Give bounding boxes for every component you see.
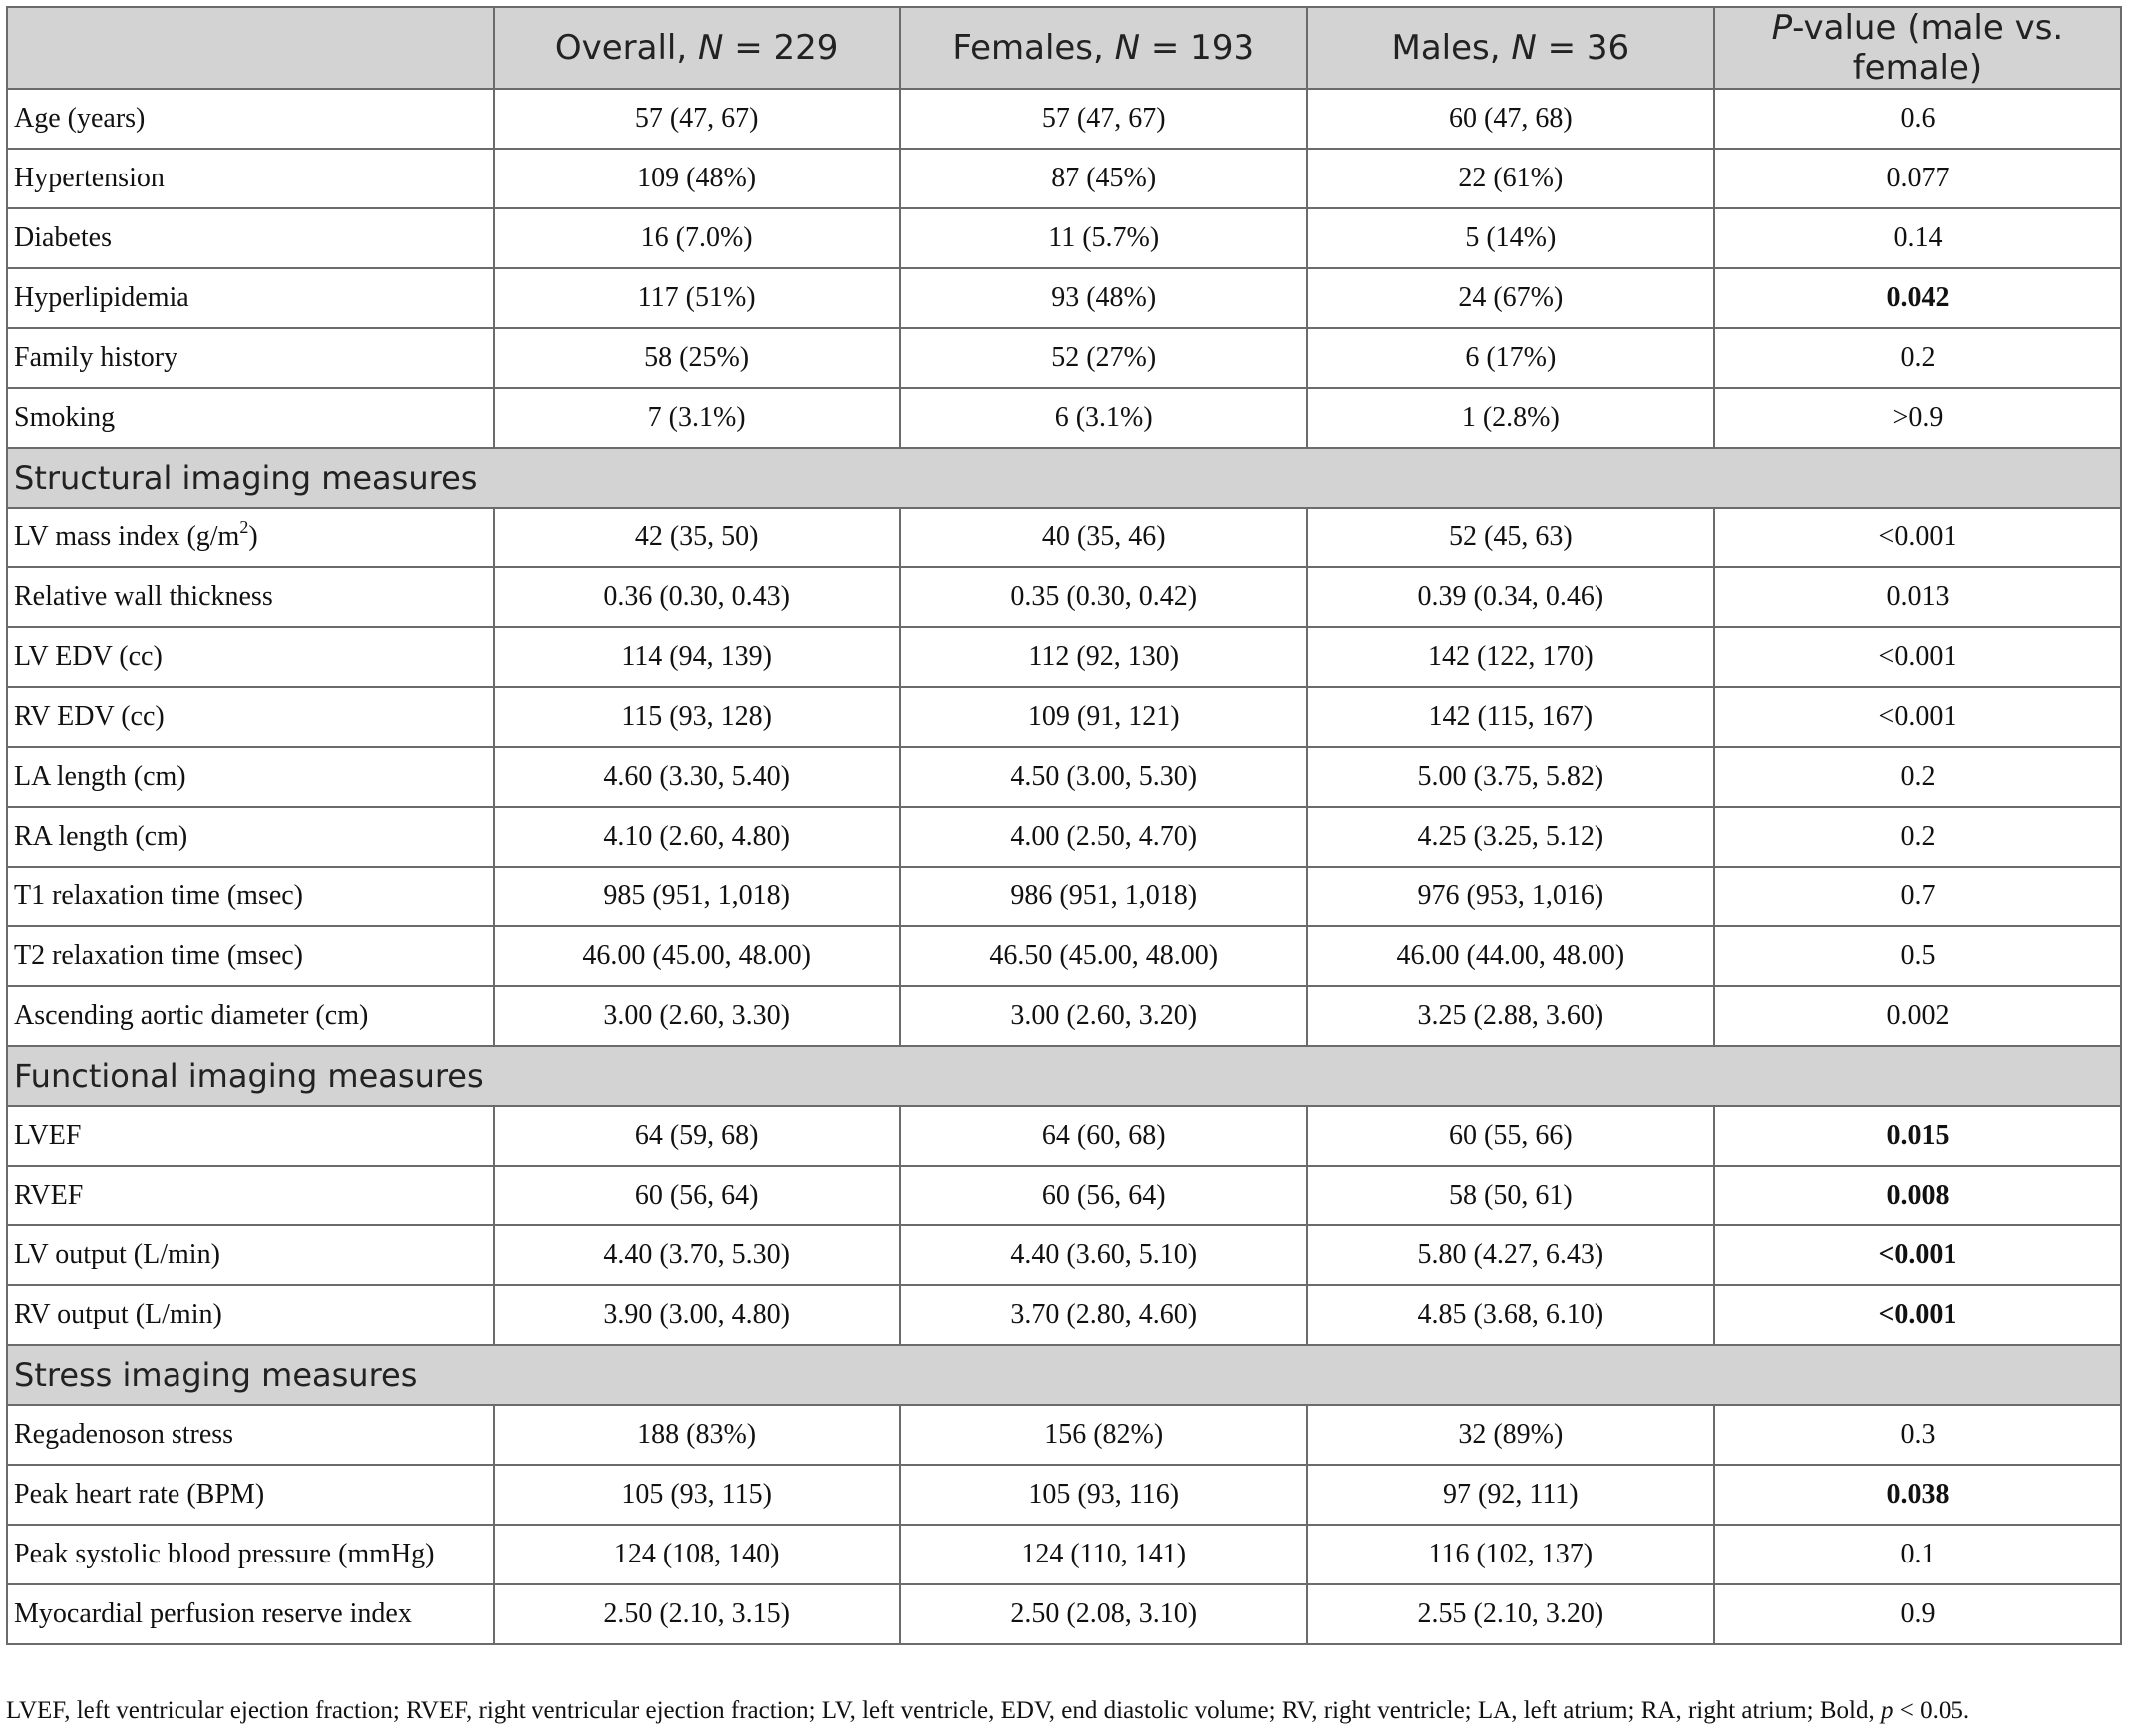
table-row bbox=[7, 1465, 2121, 1525]
table-row bbox=[7, 627, 2121, 687]
row-label: RVEF bbox=[7, 1166, 494, 1225]
cell-males: 5 (14%) bbox=[1307, 208, 1714, 268]
cell-females: 109 (91, 121) bbox=[900, 687, 1307, 747]
cell-pvalue: 0.077 bbox=[1714, 149, 2121, 208]
cell-overall: 2.50 (2.10, 3.15) bbox=[494, 1584, 900, 1644]
cell-males: 24 (67%) bbox=[1307, 268, 1714, 328]
cell-females: 4.50 (3.00, 5.30) bbox=[900, 747, 1307, 807]
table-row bbox=[7, 687, 2121, 747]
cell-overall: 3.00 (2.60, 3.30) bbox=[494, 986, 900, 1046]
cell-overall: 114 (94, 139) bbox=[494, 627, 900, 687]
cell-females: 46.50 (45.00, 48.00) bbox=[900, 926, 1307, 986]
cell-females: 986 (951, 1,018) bbox=[900, 867, 1307, 926]
cell-overall: 64 (59, 68) bbox=[494, 1106, 900, 1166]
cell-pvalue: 0.038 bbox=[1714, 1465, 2121, 1525]
cell-females: 57 (47, 67) bbox=[900, 89, 1307, 149]
cell-females: 156 (82%) bbox=[900, 1405, 1307, 1465]
cell-overall: 109 (48%) bbox=[494, 149, 900, 208]
cell-females: 105 (93, 116) bbox=[900, 1465, 1307, 1525]
cell-overall: 0.36 (0.30, 0.43) bbox=[494, 567, 900, 627]
section-title: Stress imaging measures bbox=[7, 1345, 2121, 1405]
table-row bbox=[7, 1106, 2121, 1166]
cell-overall: 7 (3.1%) bbox=[494, 388, 900, 448]
cell-males: 32 (89%) bbox=[1307, 1405, 1714, 1465]
cell-females: 64 (60, 68) bbox=[900, 1106, 1307, 1166]
cell-pvalue: 0.14 bbox=[1714, 208, 2121, 268]
cell-overall: 124 (108, 140) bbox=[494, 1525, 900, 1584]
cell-females: 93 (48%) bbox=[900, 268, 1307, 328]
row-label: Myocardial perfusion reserve index bbox=[7, 1584, 494, 1644]
cell-overall: 42 (35, 50) bbox=[494, 508, 900, 567]
cell-males: 60 (47, 68) bbox=[1307, 89, 1714, 149]
table-row bbox=[7, 567, 2121, 627]
cell-females: 2.50 (2.08, 3.10) bbox=[900, 1584, 1307, 1644]
table-footnote: LVEF, left ventricular ejection fraction; RVEF, right ventricular ejection fraction; LV, left ventricle, EDV, end diastolic volume; RV, right ventricle; LA, left atrium; RA, right atrium; Bold, p < 0.05. bbox=[6, 1697, 1970, 1724]
cell-pvalue: 0.002 bbox=[1714, 986, 2121, 1046]
cell-pvalue: 0.1 bbox=[1714, 1525, 2121, 1584]
cell-females: 6 (3.1%) bbox=[900, 388, 1307, 448]
section-header-functional bbox=[7, 1046, 2121, 1106]
table-row bbox=[7, 1225, 2121, 1285]
table-row bbox=[7, 388, 2121, 448]
cell-males: 3.25 (2.88, 3.60) bbox=[1307, 986, 1714, 1046]
cell-females: 3.70 (2.80, 4.60) bbox=[900, 1285, 1307, 1345]
cell-males: 1 (2.8%) bbox=[1307, 388, 1714, 448]
cell-pvalue: <0.001 bbox=[1714, 627, 2121, 687]
row-label: LV mass index $(g/m^2)$ bbox=[7, 508, 494, 567]
section-title: Functional imaging measures bbox=[7, 1046, 2121, 1106]
table-row bbox=[7, 328, 2121, 388]
cell-pvalue: 0.9 bbox=[1714, 1584, 2121, 1644]
row-label: Regadenoson stress bbox=[7, 1405, 494, 1465]
cell-pvalue: 0.6 bbox=[1714, 89, 2121, 149]
table-row bbox=[7, 149, 2121, 208]
characteristics-table bbox=[6, 6, 2122, 1645]
cell-pvalue: 0.2 bbox=[1714, 747, 2121, 807]
cell-pvalue: 0.5 bbox=[1714, 926, 2121, 986]
cell-males: 116 (102, 137) bbox=[1307, 1525, 1714, 1584]
row-label: RA length (cm) bbox=[7, 807, 494, 867]
cell-females: 87 (45%) bbox=[900, 149, 1307, 208]
row-label: T1 relaxation time (msec) bbox=[7, 867, 494, 926]
cell-males: 6 (17%) bbox=[1307, 328, 1714, 388]
table-row bbox=[7, 1285, 2121, 1345]
cell-overall: 985 (951, 1,018) bbox=[494, 867, 900, 926]
row-label: Ascending aortic diameter (cm) bbox=[7, 986, 494, 1046]
cell-females: 40 (35, 46) bbox=[900, 508, 1307, 567]
cell-overall: 4.40 (3.70, 5.30) bbox=[494, 1225, 900, 1285]
table-row bbox=[7, 208, 2121, 268]
row-label: Diabetes bbox=[7, 208, 494, 268]
cell-pvalue: <0.001 bbox=[1714, 508, 2121, 567]
cell-pvalue: 0.015 bbox=[1714, 1106, 2121, 1166]
cell-males: 0.39 (0.34, 0.46) bbox=[1307, 567, 1714, 627]
header-females: Females, N = 193 bbox=[900, 7, 1307, 89]
table-row bbox=[7, 89, 2121, 149]
cell-males: 4.85 (3.68, 6.10) bbox=[1307, 1285, 1714, 1345]
table-row bbox=[7, 926, 2121, 986]
cell-males: 46.00 (44.00, 48.00) bbox=[1307, 926, 1714, 986]
row-label: LVEF bbox=[7, 1106, 494, 1166]
cell-females: 0.35 (0.30, 0.42) bbox=[900, 567, 1307, 627]
row-label: Hypertension bbox=[7, 149, 494, 208]
cell-overall: 4.10 (2.60, 4.80) bbox=[494, 807, 900, 867]
cell-females: 124 (110, 141) bbox=[900, 1525, 1307, 1584]
cell-overall: 188 (83%) bbox=[494, 1405, 900, 1465]
cell-males: 5.00 (3.75, 5.82) bbox=[1307, 747, 1714, 807]
cell-pvalue: 0.2 bbox=[1714, 328, 2121, 388]
table-row bbox=[7, 268, 2121, 328]
cell-females: 60 (56, 64) bbox=[900, 1166, 1307, 1225]
cell-pvalue: 0.008 bbox=[1714, 1166, 2121, 1225]
row-label: Relative wall thickness bbox=[7, 567, 494, 627]
row-label: LA length (cm) bbox=[7, 747, 494, 807]
cell-males: 976 (953, 1,016) bbox=[1307, 867, 1714, 926]
row-label: LV output (L/min) bbox=[7, 1225, 494, 1285]
cell-females: 4.00 (2.50, 4.70) bbox=[900, 807, 1307, 867]
cell-males: 142 (115, 167) bbox=[1307, 687, 1714, 747]
cell-pvalue: 0.042 bbox=[1714, 268, 2121, 328]
row-label: T2 relaxation time (msec) bbox=[7, 926, 494, 986]
cell-males: 60 (55, 66) bbox=[1307, 1106, 1714, 1166]
cell-overall: 115 (93, 128) bbox=[494, 687, 900, 747]
cell-males: 5.80 (4.27, 6.43) bbox=[1307, 1225, 1714, 1285]
cell-overall: 117 (51%) bbox=[494, 268, 900, 328]
cell-males: 2.55 (2.10, 3.20) bbox=[1307, 1584, 1714, 1644]
cell-males: 58 (50, 61) bbox=[1307, 1166, 1714, 1225]
header-overall: Overall, N = 229 bbox=[494, 7, 900, 89]
table-row bbox=[7, 1525, 2121, 1584]
cell-males: 22 (61%) bbox=[1307, 149, 1714, 208]
cell-pvalue: 0.7 bbox=[1714, 867, 2121, 926]
section-title: Structural imaging measures bbox=[7, 448, 2121, 508]
table-row bbox=[7, 807, 2121, 867]
table-row bbox=[7, 747, 2121, 807]
cell-overall: 3.90 (3.00, 4.80) bbox=[494, 1285, 900, 1345]
cell-pvalue: 0.2 bbox=[1714, 807, 2121, 867]
header-row bbox=[7, 7, 2121, 89]
cell-pvalue: <0.001 bbox=[1714, 1285, 2121, 1345]
table-row bbox=[7, 1405, 2121, 1465]
cell-pvalue: 0.013 bbox=[1714, 567, 2121, 627]
section-header-stress bbox=[7, 1345, 2121, 1405]
table-row bbox=[7, 986, 2121, 1046]
row-label: RV EDV (cc) bbox=[7, 687, 494, 747]
cell-females: 112 (92, 130) bbox=[900, 627, 1307, 687]
cell-overall: 58 (25%) bbox=[494, 328, 900, 388]
cell-overall: 60 (56, 64) bbox=[494, 1166, 900, 1225]
cell-overall: 57 (47, 67) bbox=[494, 89, 900, 149]
row-label: Peak heart rate (BPM) bbox=[7, 1465, 494, 1525]
cell-females: 11 (5.7%) bbox=[900, 208, 1307, 268]
row-label: LV EDV (cc) bbox=[7, 627, 494, 687]
header-males: Males, N = 36 bbox=[1307, 7, 1714, 89]
cell-pvalue: >0.9 bbox=[1714, 388, 2121, 448]
cell-males: 52 (45, 63) bbox=[1307, 508, 1714, 567]
cell-pvalue: <0.001 bbox=[1714, 1225, 2121, 1285]
cell-females: 52 (27%) bbox=[900, 328, 1307, 388]
table-row bbox=[7, 1166, 2121, 1225]
cell-pvalue: <0.001 bbox=[1714, 687, 2121, 747]
row-label: RV output (L/min) bbox=[7, 1285, 494, 1345]
cell-males: 142 (122, 170) bbox=[1307, 627, 1714, 687]
cell-overall: 16 (7.0%) bbox=[494, 208, 900, 268]
row-label: Family history bbox=[7, 328, 494, 388]
table-row bbox=[7, 867, 2121, 926]
cell-overall: 105 (93, 115) bbox=[494, 1465, 900, 1525]
cell-overall: 46.00 (45.00, 48.00) bbox=[494, 926, 900, 986]
cell-pvalue: 0.3 bbox=[1714, 1405, 2121, 1465]
cell-males: 97 (92, 111) bbox=[1307, 1465, 1714, 1525]
row-label: Smoking bbox=[7, 388, 494, 448]
row-label: Hyperlipidemia bbox=[7, 268, 494, 328]
header-pvalue: P-value (male vs. female) bbox=[1714, 7, 2121, 89]
row-label: Peak systolic blood pressure (mmHg) bbox=[7, 1525, 494, 1584]
table-container bbox=[6, 6, 2122, 1645]
cell-overall: 4.60 (3.30, 5.40) bbox=[494, 747, 900, 807]
cell-females: 3.00 (2.60, 3.20) bbox=[900, 986, 1307, 1046]
cell-males: 4.25 (3.25, 5.12) bbox=[1307, 807, 1714, 867]
table-row bbox=[7, 1584, 2121, 1644]
header-empty bbox=[7, 7, 494, 89]
section-header-structural bbox=[7, 448, 2121, 508]
cell-females: 4.40 (3.60, 5.10) bbox=[900, 1225, 1307, 1285]
row-label: Age (years) bbox=[7, 89, 494, 149]
table-row bbox=[7, 508, 2121, 567]
